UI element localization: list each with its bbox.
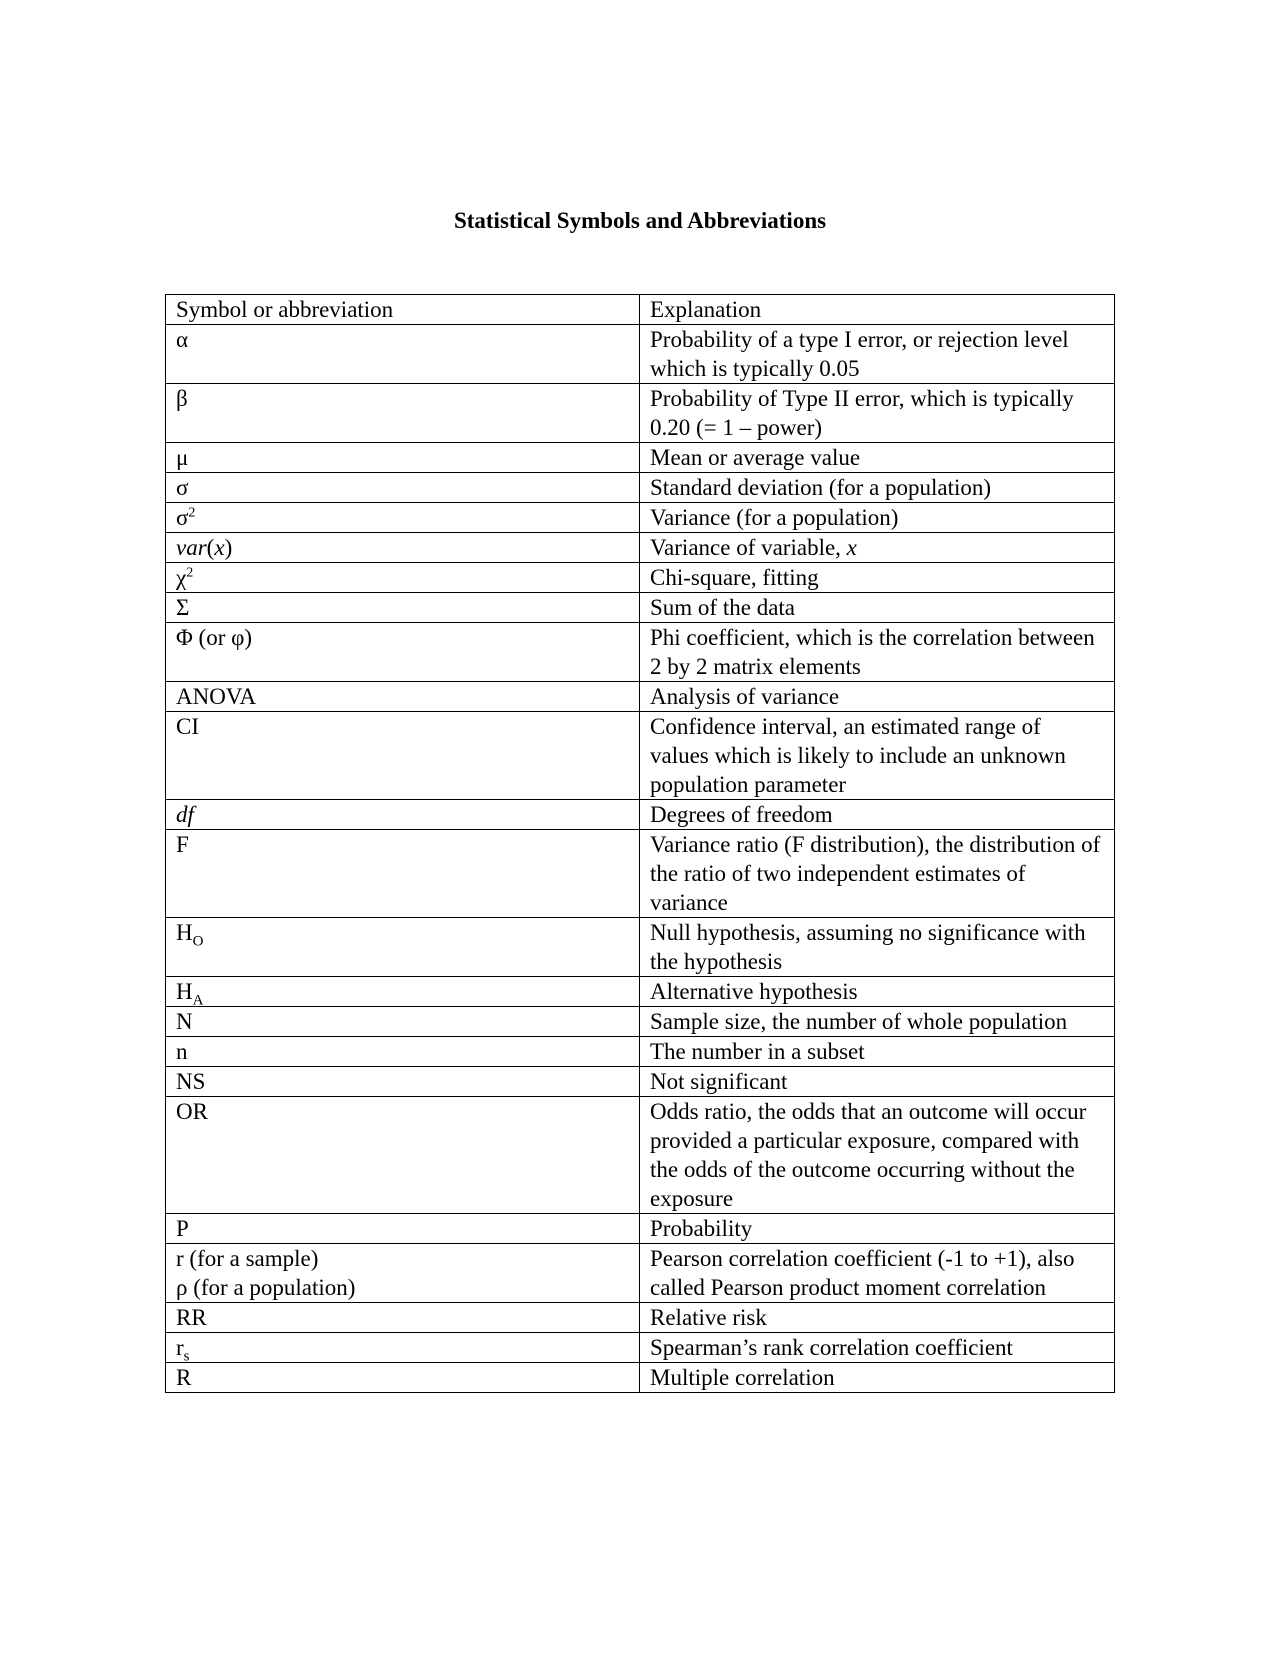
table-row xyxy=(166,1303,1115,1333)
explanation-cell: Analysis of variance xyxy=(640,682,1115,712)
explanation-cell: Probability of Type II error, which is typically 0.20 (= 1 – power) xyxy=(640,384,1115,443)
explanation-cell: Variance ratio (F distribution), the distribution of the ratio of two independent estimates of variance xyxy=(640,830,1115,918)
explanation-cell: Probability xyxy=(640,1214,1115,1244)
explanation-cell: Spearman’s rank correlation coefficient xyxy=(640,1333,1115,1363)
table-row xyxy=(166,473,1115,503)
table-row xyxy=(166,503,1115,533)
symbol-base: H xyxy=(176,920,193,945)
table-row xyxy=(166,1097,1115,1214)
symbol-cell: ANOVA xyxy=(166,682,640,712)
explanation-cell: Sample size, the number of whole population xyxy=(640,1007,1115,1037)
document-title: Statistical Symbols and Abbreviations xyxy=(453,208,827,233)
table-row xyxy=(166,1037,1115,1067)
symbol-italic: var xyxy=(176,535,207,560)
symbol-cell: μ xyxy=(166,443,640,473)
symbol-line-sample: r (for a sample) xyxy=(176,1246,319,1271)
symbol-cell xyxy=(166,563,640,593)
table-row xyxy=(166,533,1115,563)
explanation-cell: The number in a subset xyxy=(640,1037,1115,1067)
table-row xyxy=(166,712,1115,800)
symbol-cell: R xyxy=(166,1363,640,1393)
symbol-cell: Σ xyxy=(166,593,640,623)
symbol-cell: β xyxy=(166,384,640,443)
table-row xyxy=(166,623,1115,682)
symbol-cell xyxy=(166,918,640,977)
symbol-cell: NS xyxy=(166,1067,640,1097)
symbol-cell: P xyxy=(166,1214,640,1244)
table-row xyxy=(166,1244,1115,1303)
symbol-cell: df xyxy=(166,800,640,830)
table-row xyxy=(166,918,1115,977)
explanation-cell: Degrees of freedom xyxy=(640,800,1115,830)
table-row xyxy=(166,830,1115,918)
explanation-cell: Standard deviation (for a population) xyxy=(640,473,1115,503)
symbol-cell xyxy=(166,977,640,1007)
table-row xyxy=(166,977,1115,1007)
symbol-base: χ xyxy=(176,565,187,590)
symbol-cell: F xyxy=(166,830,640,918)
symbol-superscript: 2 xyxy=(186,565,194,581)
symbol-cell: n xyxy=(166,1037,640,1067)
symbol-cell: α xyxy=(166,325,640,384)
table-row xyxy=(166,325,1115,384)
explanation-cell: Relative risk xyxy=(640,1303,1115,1333)
symbol-base: σ xyxy=(176,505,189,530)
table-row xyxy=(166,1363,1115,1393)
symbol-superscript: 2 xyxy=(188,505,196,521)
table-row xyxy=(166,563,1115,593)
symbol-cell: N xyxy=(166,1007,640,1037)
symbols-table xyxy=(165,294,1115,1393)
symbol-cell xyxy=(166,503,640,533)
explanation-cell: Probability of a type I error, or rejection level which is typically 0.05 xyxy=(640,325,1115,384)
symbol-italic-var: x xyxy=(214,535,225,560)
explanation-cell: Pearson correlation coefficient (-1 to +1), also called Pearson product moment correlation xyxy=(640,1244,1115,1303)
explanation-cell: Null hypothesis, assuming no significance with the hypothesis xyxy=(640,918,1115,977)
symbol-cell: RR xyxy=(166,1303,640,1333)
table-row xyxy=(166,384,1115,443)
explanation-cell: Phi coefficient, which is the correlation between 2 by 2 matrix elements xyxy=(640,623,1115,682)
explanation-cell: Not significant xyxy=(640,1067,1115,1097)
explanation-text: Variance of variable, xyxy=(650,535,847,560)
explanation-cell: Confidence interval, an estimated range of values which is likely to include an unknown population parameter xyxy=(640,712,1115,800)
table-row xyxy=(166,682,1115,712)
table-row xyxy=(166,1333,1115,1363)
explanation-cell xyxy=(640,533,1115,563)
symbol-cell xyxy=(166,533,640,563)
header-symbol: Symbol or abbreviation xyxy=(166,295,640,325)
symbol-subscript: s xyxy=(183,1348,190,1365)
explanation-cell: Mean or average value xyxy=(640,443,1115,473)
table-row xyxy=(166,443,1115,473)
table-row xyxy=(166,1067,1115,1097)
symbol-base: r xyxy=(176,1335,184,1360)
symbol-cell xyxy=(166,1333,640,1363)
symbol-cell: OR xyxy=(166,1097,640,1214)
symbol-base: H xyxy=(176,979,193,1004)
explanation-cell: Sum of the data xyxy=(640,593,1115,623)
header-explanation: Explanation xyxy=(640,295,1115,325)
explanation-cell: Variance (for a population) xyxy=(640,503,1115,533)
symbol-cell: CI xyxy=(166,712,640,800)
symbol-paren-close: ) xyxy=(224,535,233,560)
symbol-subscript: O xyxy=(192,933,204,950)
explanation-cell: Multiple correlation xyxy=(640,1363,1115,1393)
symbol-cell: σ xyxy=(166,473,640,503)
symbol-subscript: A xyxy=(192,992,204,1009)
table-row xyxy=(166,1007,1115,1037)
symbol-cell: Φ (or φ) xyxy=(166,623,640,682)
explanation-cell: Chi-square, fitting xyxy=(640,563,1115,593)
explanation-italic: x xyxy=(846,535,857,560)
explanation-cell: Odds ratio, the odds that an outcome will occur provided a particular exposure, compared with the odds of the outcome occurring without the exposure xyxy=(640,1097,1115,1214)
table-row xyxy=(166,1214,1115,1244)
table-row xyxy=(166,800,1115,830)
table-row xyxy=(166,593,1115,623)
symbol-paren-open: ( xyxy=(206,535,215,560)
explanation-cell: Alternative hypothesis xyxy=(640,977,1115,1007)
symbol-cell xyxy=(166,1244,640,1303)
symbol-line-population: ρ (for a population) xyxy=(176,1275,356,1300)
table-header-row xyxy=(166,295,1115,325)
